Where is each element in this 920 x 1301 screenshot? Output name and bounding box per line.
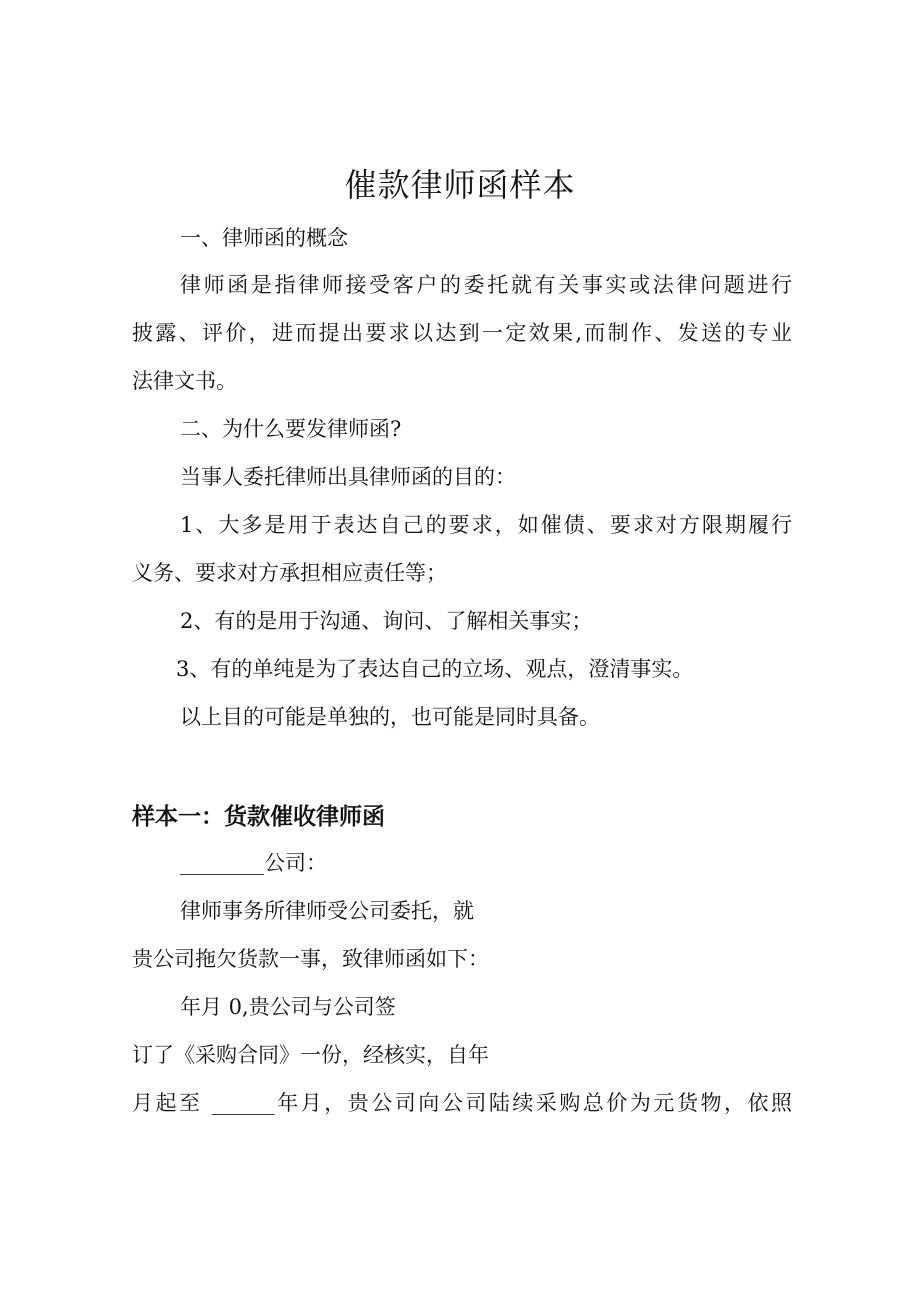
section-heading-why: 二、为什么要发律师函? bbox=[180, 417, 402, 441]
document-title: 催款律师函样本 bbox=[344, 166, 576, 204]
list-item-2: 2、有的是用于沟通、询问、了解相关事实； bbox=[180, 609, 593, 633]
paragraph-line: 披露、评价，进而提出要求以达到一定效果,而制作、发送的专业 bbox=[132, 321, 792, 345]
paragraph-line: 法律文书。 bbox=[132, 369, 237, 393]
letter-body-line: 律师事务所律师受公司委托，就 bbox=[180, 899, 474, 923]
sample-one-heading: 样本一：货款催收律师函 bbox=[132, 804, 385, 830]
letter-addressee: ________公司： bbox=[180, 851, 327, 875]
list-item-1: 1、大多是用于表达自己的要求，如催债、要求对方限期履行 bbox=[180, 513, 792, 537]
letter-body-line: 年月 0,贵公司与公司签 bbox=[180, 995, 396, 1019]
section-heading-concept: 一、律师函的概念 bbox=[180, 226, 348, 250]
paragraph-line: 当事人委托律师出具律师函的目的： bbox=[180, 465, 516, 489]
letter-body-line: 订了《采购合同》一份，经核实，自年 bbox=[132, 1043, 489, 1067]
letter-body-line: 月起至 ______年月，贵公司向公司陆续采购总价为元货物，依照 bbox=[132, 1091, 792, 1115]
summary-line: 以上目的可能是单独的，也可能是同时具备。 bbox=[180, 705, 600, 729]
list-item-3: 3、有的单纯是为了表达自己的立场、观点，澄清事实。 bbox=[176, 657, 694, 681]
letter-body-line: 贵公司拖欠货款一事，致律师函如下： bbox=[132, 947, 489, 971]
paragraph-line: 律师函是指律师接受客户的委托就有关事实或法律问题进行 bbox=[180, 273, 792, 297]
list-item-1-continued: 义务、要求对方承担相应责任等； bbox=[132, 561, 447, 585]
